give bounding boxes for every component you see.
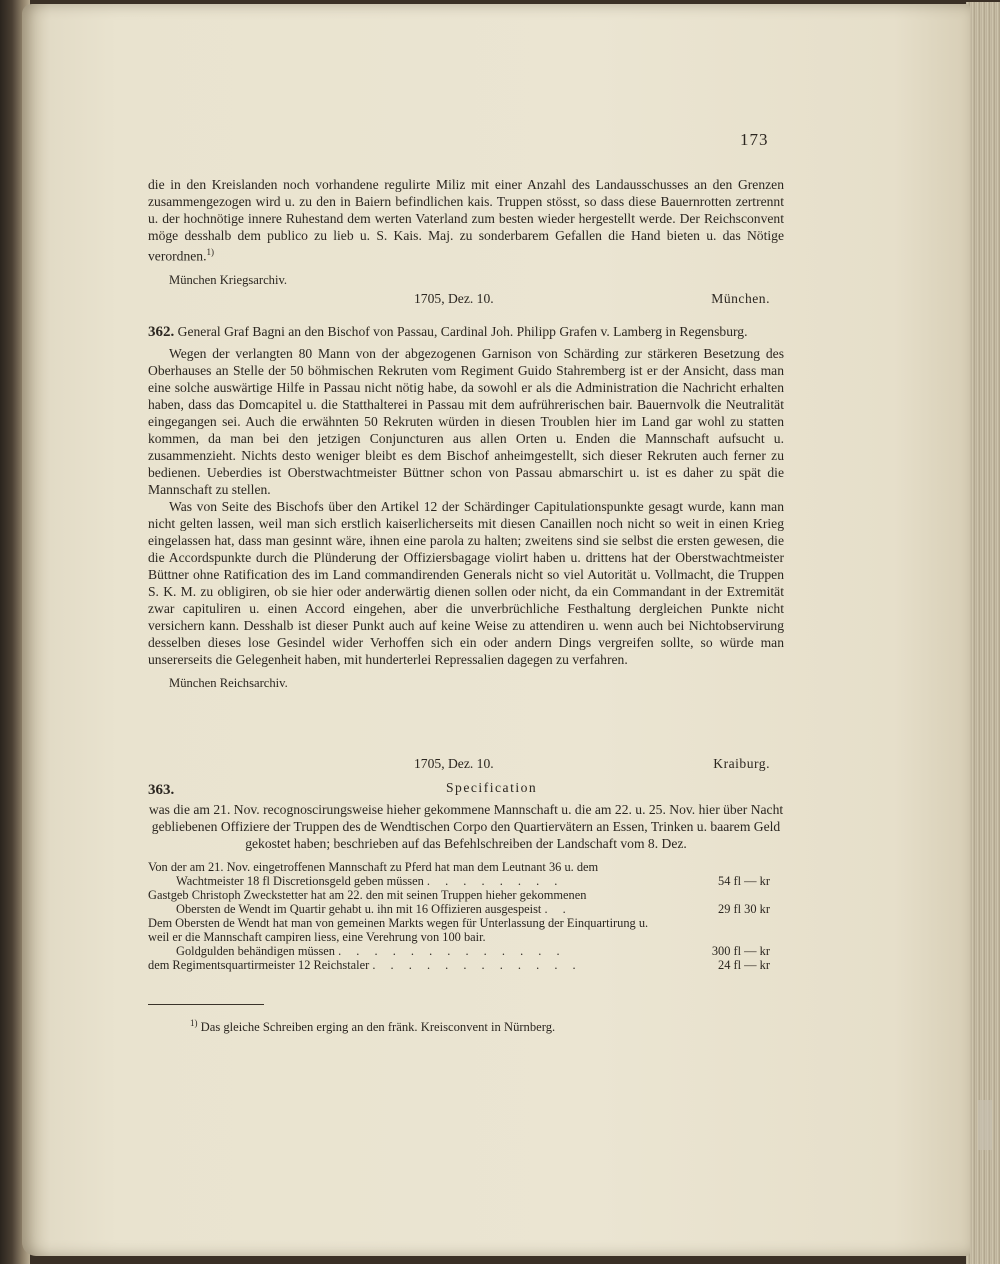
expense-ledger [148,860,784,972]
entry-363-heading: was die am 21. Nov. recognoscirungsweise hieher gekommene Mannschaft u. die am 22. u. 25. Nov. hier über Nacht gebliebenen Offiziere der Truppen des de Wendtischen Corpo den Quartiervätern an Essen, Trinken u. baarem Geld gekostet haben; beschrieben auf das Befehlschreiben der Landschaft vom 8. Dez. [148,802,784,851]
ledger-row-label: Wachtmeister 18 fl Discretionsgeld geben müssen [176,874,424,888]
entry-362-paragraph-1: Wegen der verlangten 80 Mann von der abgezogenen Garnison von Schärding zur stärkeren Besetzung des Oberhauses an Stelle der 50 böhmischen Rekruten vom Regiment Guido Stahremberg ist er der Ansicht, dass man eine solche auswärtige Hilfe in Passau nicht nötig habe, da sowohl er als die Administration die Nachricht erhalten haben, dass das Domcapitel u. die Statthalterei in Passau mit dem aufrührerischen bair. Bauernvolk die Neutralität eingegangen sei. Auch die erwähnten 50 Rekruten würden in diesen Troublen hier im Land gar wohl zu statten kommen, da man bei den jetzigen Conjuncturen aus allen Orten u. Enden die Mannschaft aufsucht u. zusammenzieht. Nichts desto weniger bleibt es dem Bischof anheimgestellt, sich dieser Rekruten auch ferner zu bedienen. Ueberdies ist Oberstwachtmeister Büttner schon von Passau abmarschirt u. ist es daher zu spät die Mannschaft zu stellen. [148,346,784,497]
ledger-amount: 29 fl 30 kr [718,902,770,916]
entry-362-dateline [148,290,784,310]
source-note-1: München Kriegsarchiv. [169,272,288,287]
footnote-block [148,990,784,1036]
footnote-rule [148,1004,264,1005]
entry-363 [148,755,784,972]
ledger-row-text-2 [148,944,654,958]
intro-text: die in den Kreislanden noch vorhandene regulirte Miliz mit einer Anzahl des Landausschusses an den Grenzen zusammengezogen wird u. zu den in Baiern befindlichen kais. Truppen stösst, so dass diese Bauernrotten zertrennt u. der hochnötige innere Ruhestand dem werten Vaterland zum besten wieder hergestellt werde. Der Reichsconvent möge desshalb dem publico zu lieb u. S. Kais. Maj. zu sonderbarem Gefallen die Hand bieten u. das Nötige verordnen. [148,177,784,264]
entry-362-paragraph-2: Was von Seite des Bischofs über den Artikel 12 der Schärdinger Capitulationspunkte gesagt wurde, kann man nicht gelten lassen, weil man sich erstlich kaiserlicherseits mit diesen Canaillen noch nicht so weit in einen Krieg eingelassen hat, dass man gesinnt wäre, ihnen eine parola zu halten; zweitens sind sie selbst die ersten gewesen, die die Accordspunkte durch die Plünderung der Offiziersbagage violirt haben u. drittens hat der Oberstwachtmeister Büttner ohne Ratification des im Land commandirenden Generals nicht so viel Autorität u. Vollmacht, die Truppen S. K. M. zu obligiren, ob sie hier oder anderwärtig dienen sollen oder nicht, da ein Commandant in der Extremität zwar capituliren u. einen Accord eingehen, aber die unverbrüchliche Festhaltung dergleichen Punkte nicht versichern kann. Desshalb ist dieser Punkt auch auf keine Weise zu attendiren u. wenn auch bei Nichtobservirung desselben dieses lose Gesindel wider Verhoffen sich ein oder andern Dings vergreifen sollte, so würde man unsererseits die Gelegenheit haben, mit hunderterlei Repressalien dagegen zu verfahren. [148,499,784,667]
footnote-mark: 1) [190,1018,198,1028]
entry-363-dateline [148,755,784,775]
entry-362-heading-text: General Graf Bagni an den Bischof von Passau, Cardinal Joh. Philipp Grafen v. Lamberg in Regensburg. [177,324,748,339]
ledger-row-text-1: Von der am 21. Nov. eingetroffenen Mannschaft zu Pferd hat man dem Leutnant 36 u. dem [148,860,599,874]
ledger-leader-dots: . . . . . . . . [426,874,564,888]
tape-strip [978,1100,992,1150]
ledger-leader-dots: . . . . . . . . . . . . [372,958,582,972]
page-number: 173 [740,130,769,149]
ledger-row-text-1: Gastgeb Christoph Zweckstetter hat am 22. den mit seinen Truppen hieher gekommenen [148,888,587,902]
entry-363-title: Specification [446,780,538,795]
ledger-row-label: Obersten de Wendt im Quartir gehabt u. ihn mit 16 Offizieren ausgespeist [176,902,542,916]
entry-362-source: München Reichsarchiv. [169,676,288,690]
footnote-ref: 1) [206,247,215,257]
ledger-row-text-2 [148,958,582,972]
ledger-row [148,888,784,916]
entry-362-heading [148,323,784,341]
intro-paragraph [148,176,784,265]
ledger-row-text-2 [148,902,654,916]
entry-362-number: 362. [148,324,175,340]
footnote-text: Das gleiche Schreiben erging an den fränk. Kreisconvent in Nürnberg. [200,1020,556,1035]
ledger-amount: 24 fl — kr [718,958,770,972]
ledger-row-label: dem Regimentsquartirmeister 12 Reichstaler [148,958,370,972]
ledger-row-label: Goldgulden behändigen müssen [176,944,335,958]
footnote [148,1015,784,1036]
ledger-row-text-2 [148,874,654,888]
entry-362 [148,290,784,692]
entry-363-number: 363. [148,782,175,798]
entry-363-place: Kraiburg. [713,756,770,771]
entry-363-date: 1705, Dez. 10. [414,756,494,771]
ledger-row [148,860,784,888]
intro-block [148,176,784,289]
ledger-row-text-1: Dem Obersten de Wendt hat man von gemeinen Markts wegen für Unterlassung der Einquartirung u. weil er die Mannschaft campiren liess, eine Verehrung von 100 bair. [148,916,649,944]
ledger-amount: 54 fl — kr [718,874,770,888]
entry-362-date: 1705, Dez. 10. [414,291,494,306]
entry-363-title-row [148,779,784,799]
ledger-leader-dots: . . . . . . . . . . . . . [338,944,566,958]
ledger-row [148,916,784,958]
entry-362-place: München. [711,291,770,306]
ledger-amount: 300 fl — kr [711,944,770,958]
ledger-leader-dots: . . [544,902,572,916]
ledger-row [148,958,784,972]
page-stack-edge [966,2,1000,1264]
